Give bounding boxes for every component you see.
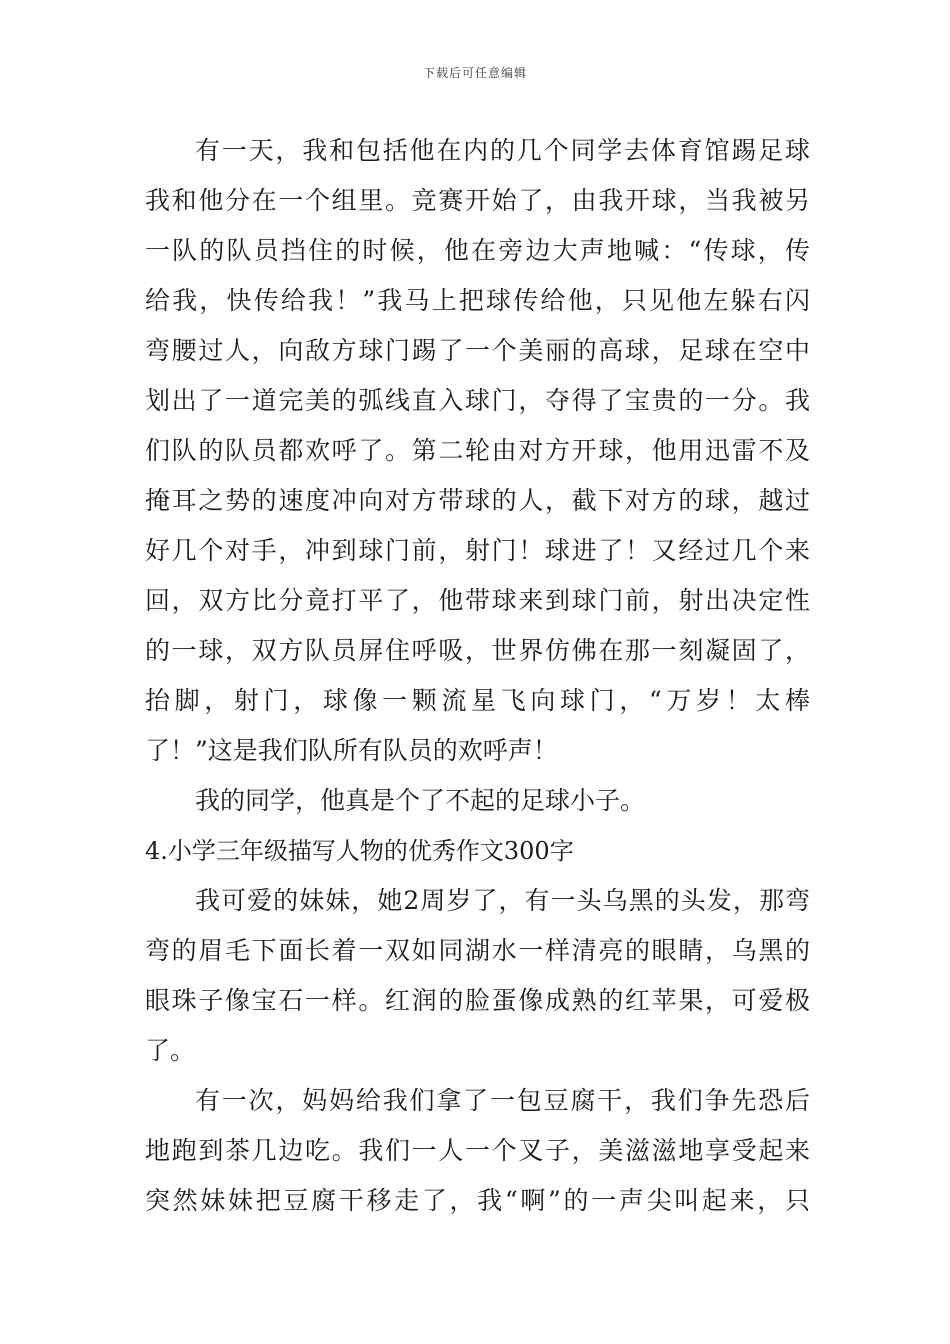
text-line: 有一次，妈妈给我们拿了一包豆腐干，我们争先恐后: [195, 1086, 810, 1115]
text-line: 了！”这是我们队所有队员的欢呼声！: [145, 736, 558, 765]
text-line: 有一天，我和包括他在内的几个同学去体育馆踢足球: [195, 136, 810, 165]
text-line: 我的同学，他真是个了不起的足球小子。: [195, 786, 646, 815]
text-line: 我可爱的妹妹，她2周岁了，有一头乌黑的头发，那弯: [195, 886, 810, 915]
text-line: 一队的队员挡住的时候，他在旁边大声地喊：“传球，传: [145, 236, 810, 265]
text-line: 抬脚，射门，球像一颗流星飞向球门，“万岁！太棒: [145, 686, 810, 715]
text-line: 划出了一道完美的弧线直入球门，夺得了宝贵的一分。我: [145, 386, 810, 415]
text-line: 突然妹妹把豆腐干移走了，我“啊”的一声尖叫起来，只: [145, 1186, 810, 1215]
text-line: 掩耳之势的速度冲向对方带球的人，截下对方的球，越过: [145, 486, 810, 515]
page-header: 下载后可任意编辑: [422, 66, 527, 80]
section-heading: 4.小学三年级描写人物的优秀作文300字: [145, 837, 574, 865]
text-line: 回，双方比分竟打平了，他带球来到球门前，射出决定性: [145, 586, 810, 615]
text-line: 眼珠子像宝石一样。红润的脸蛋像成熟的红苹果，可爱极: [145, 986, 810, 1015]
text-line: 们队的队员都欢呼了。第二轮由对方开球，他用迅雷不及: [145, 436, 810, 465]
text-line: 好几个对手，冲到球门前，射门！球进了！又经过几个来: [145, 536, 810, 565]
text-line: 我和他分在一个组里。竞赛开始了，由我开球，当我被另: [145, 186, 810, 215]
text-line: 弯的眉毛下面长着一双如同湖水一样清亮的眼睛，乌黑的: [145, 936, 810, 965]
text-line: 给我，快传给我！”我马上把球传给他，只见他左躲右闪: [145, 286, 810, 315]
text-line: 地跑到茶几边吃。我们一人一个叉子，美滋滋地享受起来: [145, 1136, 810, 1165]
text-line: 弯腰过人，向敌方球门踢了一个美丽的高球，足球在空中: [145, 336, 810, 365]
text-line: 的一球，双方队员屏住呼吸，世界仿佛在那一刻凝固了，: [145, 636, 810, 665]
text-line: 了。: [145, 1036, 196, 1065]
article-body: [145, 126, 810, 1226]
